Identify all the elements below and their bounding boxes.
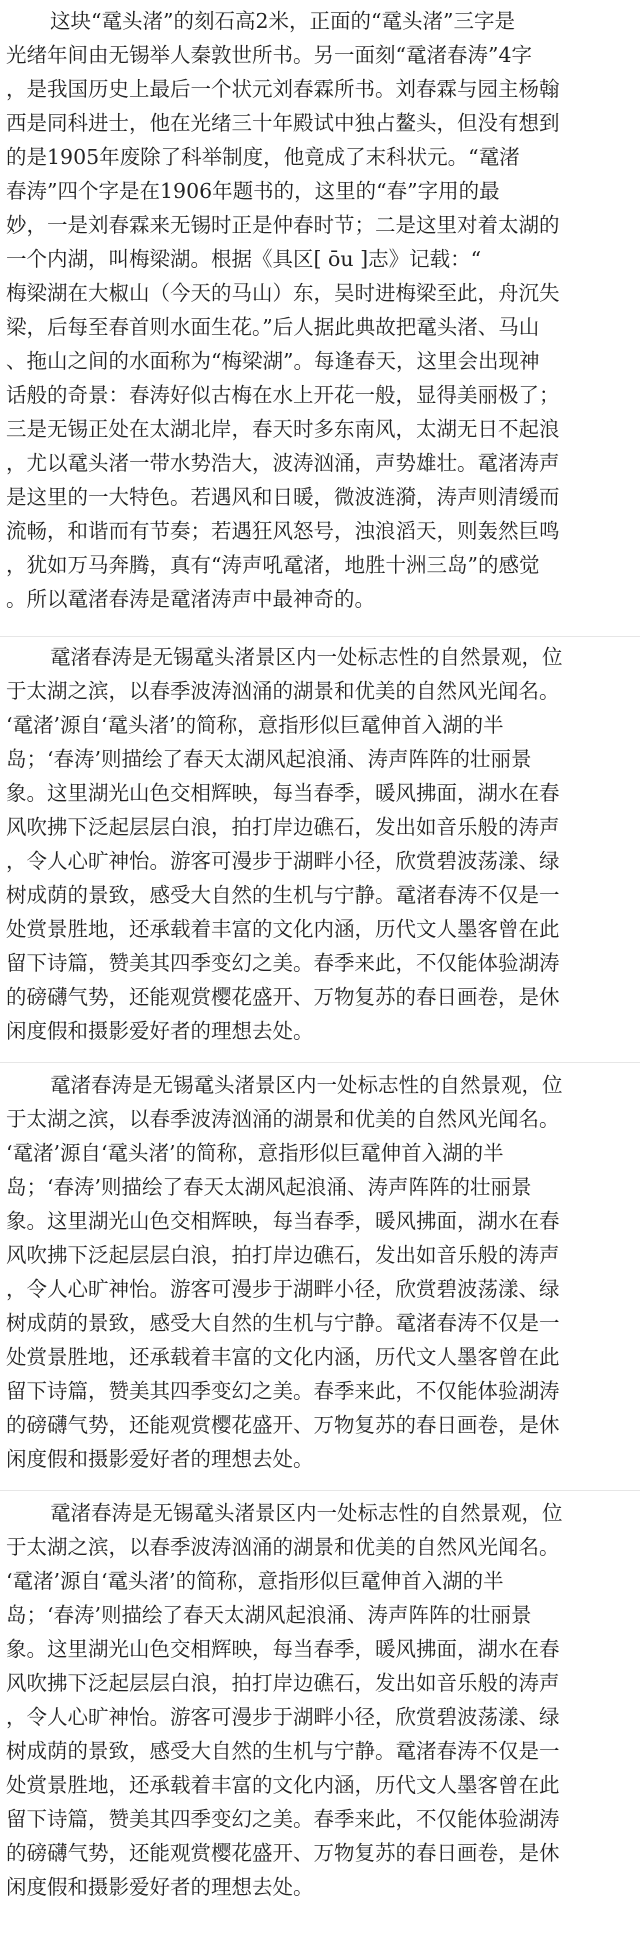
paragraph-line: 象。这里湖光山色交相辉映，每当春季，暖风拂面，湖水在春	[6, 781, 560, 805]
paragraph-line: ‘鼋渚’源自‘鼋头渚’的简称，意指形似巨鼋伸首入湖的半	[6, 1569, 504, 1593]
paragraph-line: 话般的奇景：春涛好似古梅在水上开花一般，显得美丽极了；	[6, 383, 560, 407]
paragraph-line: ，犹如万马奔腾，真有“涛声吼鼋渚，地胜十洲三岛”的感觉	[6, 553, 540, 577]
paragraph-line: 鼋渚春涛是无锡鼋头渚景区内一处标志性的自然景观，位	[50, 1073, 563, 1097]
paragraph-line: ‘鼋渚’源自‘鼋头渚’的简称，意指形似巨鼋伸首入湖的半	[6, 1141, 504, 1165]
paragraph-line: 这块“鼋头渚”的刻石高2米，正面的“鼋头渚”三字是	[50, 9, 515, 33]
paragraph-line: ，令人心旷神怡。游客可漫步于湖畔小径，欣赏碧波荡漾、绿	[6, 849, 560, 873]
paragraph-line: ，是我国历史上最后一个状元刘春霖所书。刘春霖与园主杨翰	[6, 77, 560, 101]
paragraph-line: ，令人心旷神怡。游客可漫步于湖畔小径，欣赏碧波荡漾、绿	[6, 1705, 560, 1729]
paragraph-line: 留下诗篇，赞美其四季变幻之美。春季来此，不仅能体验湖涛	[6, 1379, 560, 1403]
paragraph-line: 一个内湖，叫梅梁湖。根据《具区[ ōu ]志》记载：“	[6, 247, 482, 271]
paragraph-line: 鼋渚春涛是无锡鼋头渚景区内一处标志性的自然景观，位	[50, 1501, 563, 1525]
paragraph-divider	[0, 636, 640, 637]
paragraph-line: 是这里的一大特色。若遇风和日暖，微波涟漪，涛声则清缓而	[6, 485, 560, 509]
paragraph-divider	[0, 1062, 640, 1063]
paragraph-line: 闲度假和摄影爱好者的理想去处。	[6, 1019, 314, 1043]
paragraph-line: 于太湖之滨，以春季波涛汹涌的湖景和优美的自然风光闻名。	[6, 1535, 560, 1559]
paragraph-line: 树成荫的景致，感受大自然的生机与宁静。鼋渚春涛不仅是一	[6, 883, 560, 907]
paragraph-line: 象。这里湖光山色交相辉映，每当春季，暖风拂面，湖水在春	[6, 1209, 560, 1233]
paragraph-line: 处赏景胜地，还承载着丰富的文化内涵，历代文人墨客曾在此	[6, 1345, 560, 1369]
paragraph-line: 树成荫的景致，感受大自然的生机与宁静。鼋渚春涛不仅是一	[6, 1739, 560, 1763]
paragraph-line: 留下诗篇，赞美其四季变幻之美。春季来此，不仅能体验湖涛	[6, 951, 560, 975]
paragraph-line: 岛；‘春涛’则描绘了春天太湖风起浪涌、涛声阵阵的壮丽景	[6, 747, 532, 771]
paragraph-line: 风吹拂下泛起层层白浪，拍打岸边礁石，发出如音乐般的涛声	[6, 1671, 560, 1695]
paragraph-line: 留下诗篇，赞美其四季变幻之美。春季来此，不仅能体验湖涛	[6, 1807, 560, 1831]
paragraph-line: 闲度假和摄影爱好者的理想去处。	[6, 1447, 314, 1471]
paragraph-line: 树成荫的景致，感受大自然的生机与宁静。鼋渚春涛不仅是一	[6, 1311, 560, 1335]
paragraph-line: 风吹拂下泛起层层白浪，拍打岸边礁石，发出如音乐般的涛声	[6, 1243, 560, 1267]
paragraph-line: 妙，一是刘春霖来无锡时正是仲春时节；二是这里对着太湖的	[6, 213, 560, 237]
paragraph-line: 梁，后每至春首则水面生花。”后人据此典故把鼋头渚、马山	[6, 315, 540, 339]
paragraph-line: ，令人心旷神怡。游客可漫步于湖畔小径，欣赏碧波荡漾、绿	[6, 1277, 560, 1301]
paragraph-line: 的磅礴气势，还能观赏樱花盛开、万物复苏的春日画卷，是休	[6, 1413, 560, 1437]
paragraph-line: 鼋渚春涛是无锡鼋头渚景区内一处标志性的自然景观，位	[50, 645, 563, 669]
paragraph-line: 岛；‘春涛’则描绘了春天太湖风起浪涌、涛声阵阵的壮丽景	[6, 1603, 532, 1627]
paragraph-line: 于太湖之滨，以春季波涛汹涌的湖景和优美的自然风光闻名。	[6, 679, 560, 703]
paragraph-line: 风吹拂下泛起层层白浪，拍打岸边礁石，发出如音乐般的涛声	[6, 815, 560, 839]
paragraph-line: 于太湖之滨，以春季波涛汹涌的湖景和优美的自然风光闻名。	[6, 1107, 560, 1131]
paragraph-line: 的是1905年废除了科举制度，他竟成了末科状元。“鼋渚	[6, 145, 520, 169]
paragraph-line: 梅梁湖在大椒山（今天的马山）东，吴时进梅梁至此，舟沉失	[6, 281, 560, 305]
paragraph-line: 西是同科进士，他在光绪三十年殿试中独占鳌头，但没有想到	[6, 111, 560, 135]
paragraph-line: 岛；‘春涛’则描绘了春天太湖风起浪涌、涛声阵阵的壮丽景	[6, 1175, 532, 1199]
paragraph-line: 。所以鼋渚春涛是鼋渚涛声中最神奇的。	[6, 587, 375, 611]
paragraph-line: 象。这里湖光山色交相辉映，每当春季，暖风拂面，湖水在春	[6, 1637, 560, 1661]
paragraph-line: 春涛”四个字是在1906年题书的，这里的“春”字用的最	[6, 179, 500, 203]
paragraph-line: ，尤以鼋头渚一带水势浩大，波涛汹涌，声势雄壮。鼋渚涛声	[6, 451, 560, 475]
paragraph-line: 处赏景胜地，还承载着丰富的文化内涵，历代文人墨客曾在此	[6, 917, 560, 941]
paragraph-line: 流畅，和谐而有节奏；若遇狂风怒号，浊浪滔天，则轰然巨鸣	[6, 519, 560, 543]
paragraph-line: 的磅礴气势，还能观赏樱花盛开、万物复苏的春日画卷，是休	[6, 1841, 560, 1865]
paragraph-line: 三是无锡正处在太湖北岸，春天时多东南风，太湖无日不起浪	[6, 417, 560, 441]
paragraph-line: 闲度假和摄影爱好者的理想去处。	[6, 1875, 314, 1899]
paragraph-line: 、拖山之间的水面称为“梅梁湖”。每逢春天，这里会出现神	[6, 349, 540, 373]
paragraph-divider	[0, 1490, 640, 1491]
paragraph-line: 光绪年间由无锡举人秦敦世所书。另一面刻“鼋渚春涛”4字	[6, 43, 533, 67]
paragraph-line: 的磅礴气势，还能观赏樱花盛开、万物复苏的春日画卷，是休	[6, 985, 560, 1009]
paragraph-line: 处赏景胜地，还承载着丰富的文化内涵，历代文人墨客曾在此	[6, 1773, 560, 1797]
paragraph-line: ‘鼋渚’源自‘鼋头渚’的简称，意指形似巨鼋伸首入湖的半	[6, 713, 504, 737]
